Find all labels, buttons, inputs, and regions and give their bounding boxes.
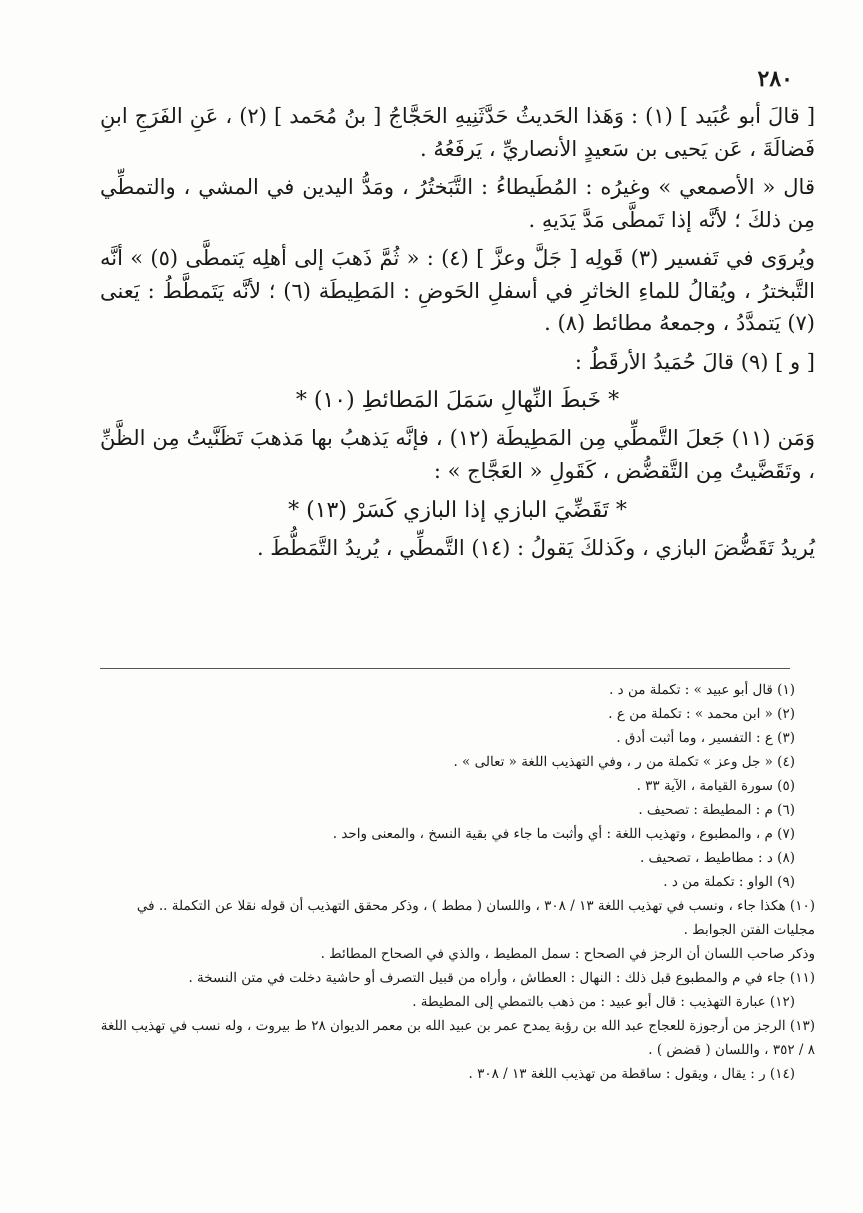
paragraph-6: يُريدُ تَقَضُّضَ البازي ، وكَذلكَ يَقولُ : (١٤) التَّمطِّي ، يُريدُ التَّمَطُّطَ . — [256, 535, 815, 560]
footnote-2: (٢) « ابن محمد » : تكملة من ع . — [608, 706, 795, 722]
footnote-5: (٥) سورة القيامة ، الآية ٣٣ . — [636, 778, 795, 794]
paragraph-4: [ و ] (٩) قالَ حُمَيدُ الأرقَطُ : — [574, 349, 815, 374]
footnote-1: (١) قال أبو عبيد » : تكملة من د . — [609, 682, 795, 698]
footnote-12: (١٢) عبارة التهذيب : قال أبو عبيد : من ذهب بالتمطي إلى المطيطة . — [412, 994, 795, 1010]
paragraph-5: وَمَن (١١) جَعلَ التَّمطِّي مِن المَطِيطَة (١٢) ، فإنَّه يَذهبُ بها مَذهبَ تَظَنَّيتُ مِن الظَّنِّ ، وتَقَضَّيتُ مِن التَّقضُّض ، كَقَولِ « العَجَّاج » : — [100, 426, 815, 484]
main-text — [100, 100, 815, 570]
paragraph-2: قال « الأصمعي » وغيرُه : المُطَيطاءُ : التَّبَختُرُ ، ومَدُّ اليدين في المشي ، والتمطِّي مِن ذلكَ ؛ لأنَّه إذا تَمطَّى مَدَّ يَدَيهِ . — [100, 175, 815, 232]
verse-2: * تَقَضِّيَ البازي إذا البازي كَسَرْ (١٣) * — [288, 497, 627, 523]
footnote-4: (٤) « جل وعز » تكملة من ر ، وفي التهذيب اللغة « تعالى » . — [453, 754, 795, 770]
footnote-6: (٦) م : المطيطة : تصحيف . — [638, 802, 795, 818]
footnote-7: (٧) م ، والمطبوع ، وتهذيب اللغة : أي وأثبت ما جاء في بقية النسخ ، والمعنى واحد . — [332, 826, 795, 842]
footnote-separator — [100, 668, 790, 669]
paragraph-3: ويُروَى في تَفسير (٣) قَولِه [ جَلَّ وعزَّ ] (٤) : « ثُمَّ ذَهبَ إلى أهلِه يَتمطَّى (٥) » أنَّه التَّبخترُ ، ويُقالُ للماءِ الخاثرِ في أسفلِ الحَوضِ : المَطِيطَة (٦) ؛ لأنَّه يَتَمطَّطُ : يَعنى (٧) يَتمدَّدُ ، وجمعهُ مطائط (٨) . — [100, 246, 816, 336]
footnote-8: (٨) د : مطاطيط ، تصحيف . — [639, 850, 795, 866]
paragraph-1: [ قالَ أبو عُبَيد ] (١) : وَهَذا الحَديثُ حَدَّثَنِيهِ الحَجَّاجُ [ بنُ مُحَمد ] (٢) ، عَنِ الفَرَجِ ابنِ فَضالَةَ ، عَن يَحيى بن سَعيدٍ الأنصاريِّ ، يَرفَعُهُ . — [100, 104, 816, 161]
footnotes — [100, 678, 815, 1086]
footnote-9: (٩) الواو : تكملة من د . — [663, 874, 795, 890]
footnote-3: (٣) ع : التفسير ، وما أثبت أدق . — [616, 730, 795, 746]
verse-1: * خَبطَ النِّهالِ سَمَلَ المَطائطِ (١٠) * — [295, 388, 620, 414]
footnote-10: (١٠) هكذا جاء ، ونسب في تهذيب اللغة ١٣ / ٣٠٨ ، واللسان ( مطط ) ، وذكر محقق التهذيب أن قوله نقلا عن التكملة .. في مجليات الفتن الجوابط . — [136, 898, 815, 938]
footnote-13: (١٣) الرجز من أرجوزة للعجاج عبد الله بن رؤبة يمدح عمر بن عبيد الله بن معمر الديوان ٢٨ ط بيروت ، وله نسب في تهذيب اللغة ٨ / ٣٥٢ ، واللسان ( قضض ) . — [100, 1018, 815, 1058]
page-number: ٢٨٠ — [757, 66, 793, 92]
footnote-14: (١٤) ر : يقال ، ويقول : ساقطة من تهذيب اللغة ١٣ / ٣٠٨ . — [468, 1066, 795, 1082]
footnote-10-note: وذكر صاحب اللسان أن الرجز في الصحاح : سمل المطيط ، والذي في الصحاح المطائط . — [320, 946, 815, 962]
footnote-11: (١١) جاء في م والمطبوع قبل ذلك : النهال : العطاش ، وأراه من قبيل التصرف أو حاشية دخلت في متن النسخة . — [188, 970, 815, 986]
